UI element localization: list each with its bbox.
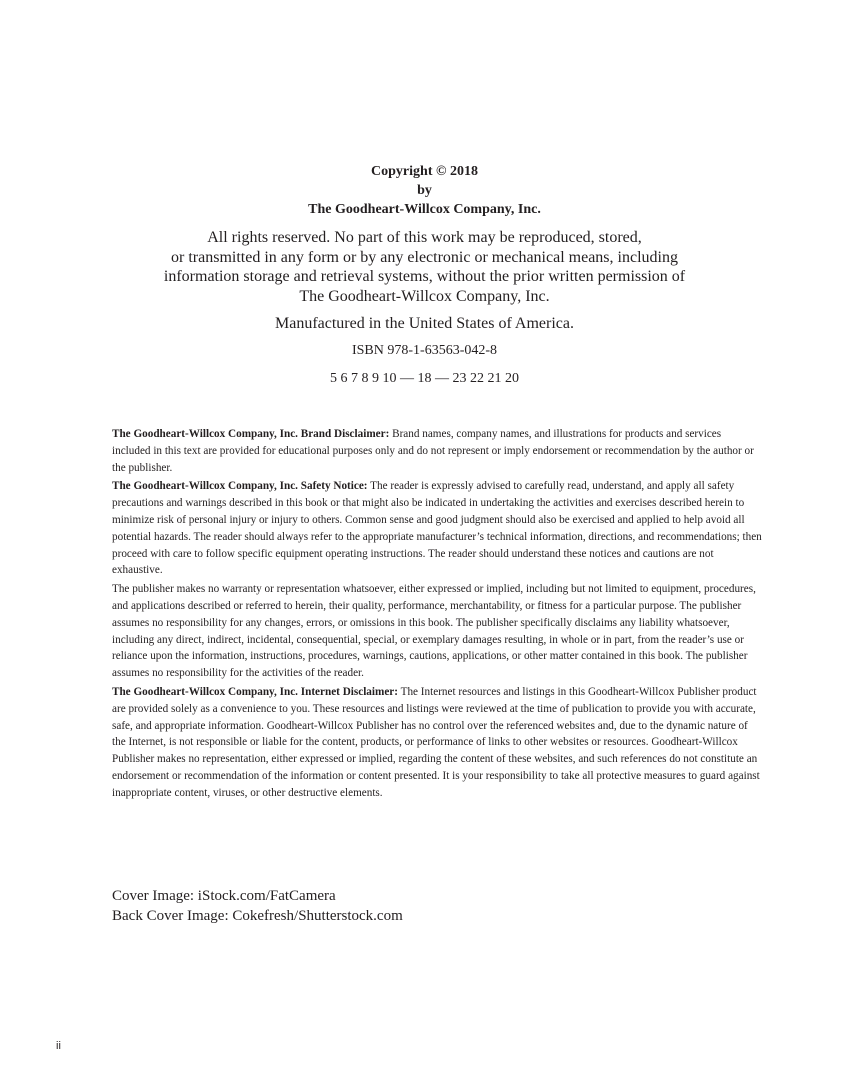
back-cover-image-credit: Back Cover Image: Cokefresh/Shutterstock.com	[112, 908, 403, 924]
copyright-notice	[0, 162, 849, 219]
disclaimer-body: The reader is expressly advised to carefully read, understand, and apply all safety precautions and warnings described in this book or that might also be indicated in undertaking the activities and exercises described herein to minimize risk of personal injury or injury to others. Common sense and good judgment should also be exercised and applied to help avoid all potential hazards. The reader should always refer to the appropriate manufacturer’s technical information, directions, and recommendations; then proceed with care to follow specific equipment operating instructions. The reader should understand these notices and cautions are not exhaustive.	[112, 480, 762, 577]
disclaimer-heading: The Goodheart-Willcox Company, Inc. Safety Notice:	[112, 480, 368, 493]
safety-notice	[112, 478, 762, 579]
disclaimer-body: The publisher makes no warranty or representation whatsoever, either expressed or implied, including but not limited to equipment, procedures, and applications described or referred to herein, their quality, performance, merchantability, or fitness for a particular purpose. The publisher assumes no responsibility for any changes, errors, or omissions in this book. The publisher specifically disclaims any liability whatsoever, including any direct, indirect, incidental, consequential, special, or exemplary damages resulting, in whole or in part, from the reader’s use or reliance upon the information, instructions, procedures, warnings, cautions, applications, or other matter contained in this book. The publisher assumes no responsibility for the activities of the reader.	[112, 583, 756, 680]
manufactured-statement: Manufactured in the United States of America.	[274, 315, 574, 332]
disclaimers-section	[112, 426, 762, 804]
image-credits	[112, 886, 403, 926]
rights-line: or transmitted in any form or by any electronic or mechanical means, including	[171, 248, 678, 266]
copyright-year: Copyright © 2018	[371, 164, 478, 179]
disclaimer-body: The Internet resources and listings in this Goodheart-Willcox Publisher product are provided solely as a convenience to you. These resources and listings were reviewed at the time of publication to provide you with accurate, safe, and appropriate information. Goodheart-Willcox Publisher has no control over the referenced websites and, due to the dynamic nature of the Internet, is not responsible or liable for the content, products, or performance of links to other websites or resources. Goodheart-Willcox Publisher makes no representation, either expressed or implied, regarding the content of these websites, and such references do not constitute an endorsement or recommendation of the information or content presented. It is your responsibility to take all protective measures to guard against inappropriate content, viruses, or other destructive elements.	[112, 685, 760, 799]
copyright-holder: The Goodheart-Willcox Company, Inc.	[308, 202, 541, 217]
isbn: ISBN 978-1-63563-042-8	[351, 343, 498, 358]
copyright-by: by	[417, 183, 432, 198]
rights-line: The Goodheart-Willcox Company, Inc.	[299, 287, 550, 305]
brand-disclaimer	[112, 426, 762, 476]
warranty-disclaimer	[112, 581, 762, 682]
disclaimer-body: Brand names, company names, and illustrations for products and services included in this text are provided for educational purposes only and do not represent or imply endorsement or recommendation by the author or the publisher.	[112, 428, 754, 474]
disclaimer-heading: The Goodheart-Willcox Company, Inc. Internet Disclaimer:	[112, 685, 398, 698]
rights-line: All rights reserved. No part of this work may be reproduced, stored,	[207, 229, 642, 246]
rights-line: information storage and retrieval systems, without the prior written permission of	[163, 268, 686, 285]
internet-disclaimer	[112, 684, 762, 802]
disclaimer-heading: The Goodheart-Willcox Company, Inc. Brand Disclaimer:	[112, 428, 390, 440]
rights-reserved-statement	[0, 228, 849, 306]
cover-image-credit: Cover Image: iStock.com/FatCamera	[112, 888, 336, 904]
page-number: ii	[56, 1040, 61, 1052]
printing-line: 5 6 7 8 9 10 — 18 — 23 22 21 20	[330, 371, 519, 386]
